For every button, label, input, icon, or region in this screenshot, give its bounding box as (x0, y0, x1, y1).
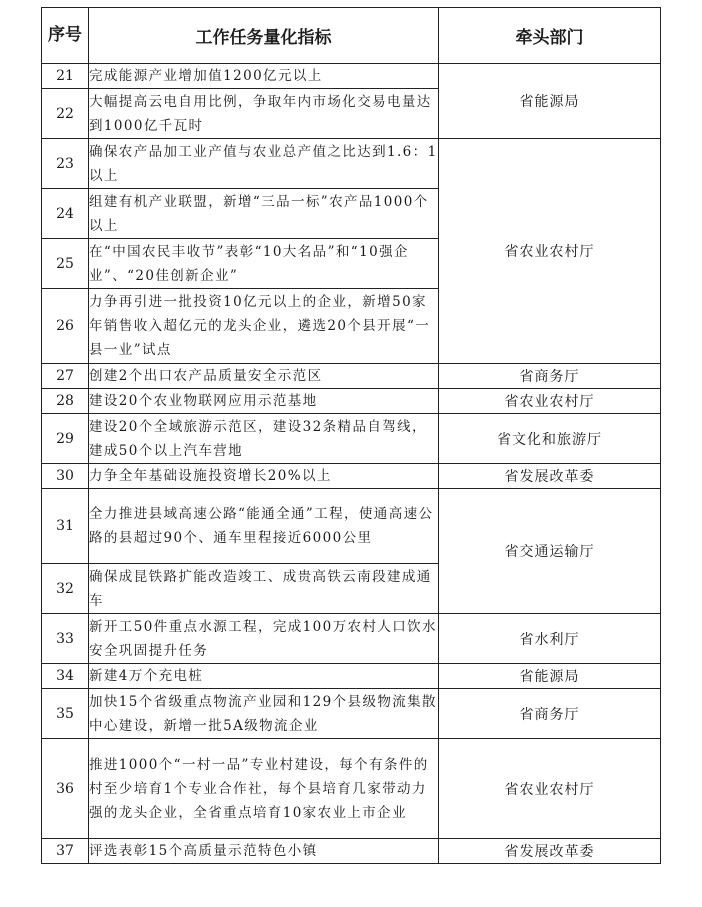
lead-department: 省农业农村厅 (439, 389, 661, 414)
table-row (42, 489, 661, 564)
row-number: 23 (42, 139, 89, 189)
row-number: 32 (42, 564, 89, 614)
header-task-indicator: 工作任务量化指标 (89, 8, 439, 64)
task-indicator: 新建4万个充电桩 (89, 664, 439, 689)
row-number: 27 (42, 364, 89, 389)
row-number: 25 (42, 239, 89, 289)
task-table (41, 7, 661, 864)
row-number: 29 (42, 414, 89, 464)
table-row (42, 64, 661, 89)
task-indicator: 确保成昆铁路扩能改造竣工、成贵高铁云南段建成通车 (89, 564, 439, 614)
lead-department: 省文化和旅游厅 (439, 414, 661, 464)
task-indicator: 建设20个全域旅游示范区，建设32条精品自驾线，建成50个以上汽车营地 (89, 414, 439, 464)
row-number: 24 (42, 189, 89, 239)
row-number: 26 (42, 289, 89, 364)
task-indicator: 全力推进县域高速公路“能通全通”工程，使通高速公路的县超过90个、通车里程接近6000公里 (89, 489, 439, 564)
lead-department: 省发展改革委 (439, 464, 661, 489)
task-indicator: 力争再引进一批投资10亿元以上的企业，新增50家年销售收入超亿元的龙头企业，遴选20个县开展“一县一业”试点 (89, 289, 439, 364)
table-row (42, 464, 661, 489)
row-number: 21 (42, 64, 89, 89)
task-indicator: 评选表彰15个高质量示范特色小镇 (89, 839, 439, 864)
lead-department: 省农业农村厅 (439, 139, 661, 364)
task-indicator: 确保农产品加工业产值与农业总产值之比达到1.6：1以上 (89, 139, 439, 189)
task-indicator: 组建有机产业联盟，新增“三品一标”农产品1000个以上 (89, 189, 439, 239)
row-number: 34 (42, 664, 89, 689)
task-indicator: 创建2个出口农产品质量安全示范区 (89, 364, 439, 389)
task-indicator: 新开工50件重点水源工程，完成100万农村人口饮水安全巩固提升任务 (89, 614, 439, 664)
table-row (42, 739, 661, 839)
task-indicator: 力争全年基础设施投资增长20%以上 (89, 464, 439, 489)
task-indicator: 加快15个省级重点物流产业园和129个县级物流集散中心建设，新增一批5A级物流企业 (89, 689, 439, 739)
task-indicator: 建设20个农业物联网应用示范基地 (89, 389, 439, 414)
lead-department: 省能源局 (439, 64, 661, 139)
table-row (42, 414, 661, 464)
table-row (42, 139, 661, 189)
header-serial-number: 序号 (42, 8, 89, 64)
lead-department: 省能源局 (439, 664, 661, 689)
lead-department: 省商务厅 (439, 364, 661, 389)
lead-department: 省农业农村厅 (439, 739, 661, 839)
table-row (42, 839, 661, 864)
task-indicator: 在“中国农民丰收节”表彰“10大名品”和“10强企业”、“20佳创新企业” (89, 239, 439, 289)
row-number: 28 (42, 389, 89, 414)
task-indicator: 大幅提高云电自用比例，争取年内市场化交易电量达到1000亿千瓦时 (89, 89, 439, 139)
row-number: 31 (42, 489, 89, 564)
lead-department: 省水利厅 (439, 614, 661, 664)
task-indicator: 完成能源产业增加值1200亿元以上 (89, 64, 439, 89)
lead-department: 省商务厅 (439, 689, 661, 739)
table-row (42, 364, 661, 389)
row-number: 37 (42, 839, 89, 864)
row-number: 36 (42, 739, 89, 839)
table-row (42, 689, 661, 739)
row-number: 33 (42, 614, 89, 664)
lead-department: 省发展改革委 (439, 839, 661, 864)
table-row (42, 614, 661, 664)
row-number: 30 (42, 464, 89, 489)
task-indicator: 推进1000个“一村一品”专业村建设，每个有条件的村至少培育1个专业合作社，每个县培育几家带动力强的龙头企业，全省重点培育10家农业上市企业 (89, 739, 439, 839)
table-row (42, 389, 661, 414)
row-number: 35 (42, 689, 89, 739)
header-row (42, 8, 661, 64)
lead-department: 省交通运输厅 (439, 489, 661, 614)
table-row (42, 664, 661, 689)
header-lead-department: 牵头部门 (439, 8, 661, 64)
row-number: 22 (42, 89, 89, 139)
